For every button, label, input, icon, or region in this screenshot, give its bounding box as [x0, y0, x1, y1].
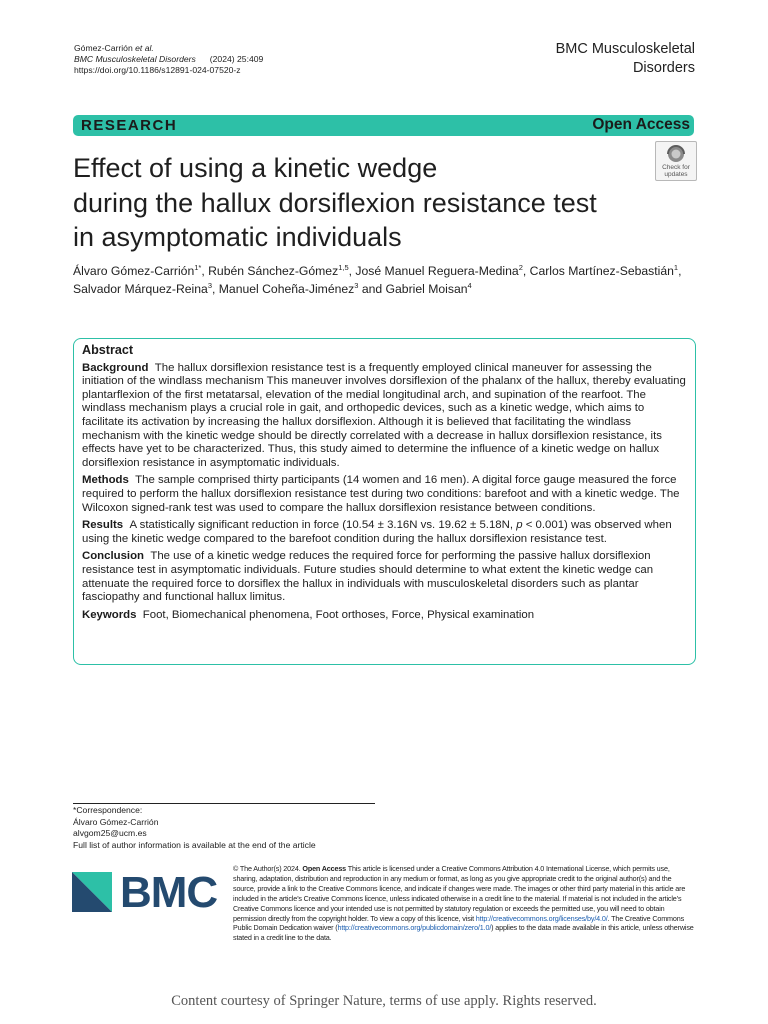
abstract-heading: Abstract	[82, 343, 134, 357]
keywords-text: Foot, Biomechanical phenomena, Foot orthoses, Force, Physical examination	[142, 608, 535, 621]
background-label: Background	[82, 361, 149, 374]
badge-text	[656, 164, 696, 178]
correspondence-note: Full list of author information is available at the end of the article	[73, 839, 316, 850]
title-line-3: in asymptomatic individuals	[73, 222, 402, 252]
results-text-a: A statistically significant reduction in force (10.54 ± 3.16N vs. 19.62 ± 5.18N,	[129, 519, 517, 532]
results-text-b: < 0.001) was observed when using the kinetic wedge compared to the barefoot condition during the hallux dorsiflexion resistance test.	[82, 519, 672, 545]
correspondence-divider	[73, 803, 375, 804]
author-affiliation: 1,5	[338, 262, 349, 272]
header-citation: (2024) 25:409	[209, 54, 264, 65]
abstract-box	[73, 338, 696, 665]
author-separator: and	[358, 282, 386, 296]
correspondence-name: Álvaro Gómez‑Carrión	[73, 816, 159, 827]
author-separator: ,	[211, 282, 219, 296]
author-affiliation: 1*	[194, 262, 202, 272]
author-name: Salvador Márquez‑Reina	[73, 282, 208, 296]
author-name: Manuel Coheña‑Jiménez	[218, 282, 355, 296]
author-name: Álvaro Gómez‑Carrión	[73, 264, 195, 278]
author-name: Rubén Sánchez‑Gómez	[208, 264, 339, 278]
license-text-a: This article is licensed under a Creative Commons Attribution 4.0 International License, which permits use, sharing, adaptation, distribution and reproduction in any medium or format, as long as you give appropriate credit to the original author(s) and the source, provide a link to the Creative Commons licence, and indicate if changes were made. The images or other third party material in this article are included in the article’s Creative Commons licence, unless indicated otherwise in a credit line to the material. If material is not included in the article’s Creative Commons licence and your intended use is not permitted by statutory regulation or exceeds the permitted use, you will need to obtain permission directly from the copyright holder. To view a copy of this licence, visit	[233, 864, 686, 923]
license-text	[233, 864, 695, 943]
license-link-cc-by[interactable]: http://creativecommons.org/licenses/by/4.0/	[475, 913, 608, 923]
header-author-line	[74, 43, 263, 54]
results-p: p	[516, 519, 523, 532]
abstract-methods	[82, 474, 688, 515]
title-line-2: during the hallux dorsiflexion resistance test	[73, 187, 597, 218]
license-text-c: ) applies to the data made available in this article, unless otherwise stated in a credit line to the data.	[233, 923, 694, 943]
methods-label: Methods	[82, 474, 129, 487]
running-header	[74, 43, 263, 77]
bmc-logo-text: BMC	[120, 868, 218, 917]
license-link-cc-zero[interactable]: http://creativecommons.org/publicdomain/zero/1.0/	[337, 923, 492, 933]
author-affiliation: 2	[518, 262, 523, 272]
abstract-background	[82, 362, 688, 471]
journal-name	[556, 40, 695, 78]
methods-text: The sample comprised thirty participants (14 women and 16 men). A digital force gauge measured the force required to perform the hallux dorsiflexion resistance test during two conditions: barefoot and with a kinetic wedge. The Wilcoxon signed-rank test was used to compare the hallux dorsiflexion resistance between conditions.	[82, 474, 680, 514]
badge-line-1: Check for	[662, 164, 690, 171]
article-title	[73, 151, 653, 255]
license-copyright: © The Author(s) 2024.	[233, 864, 303, 873]
correspondence-label: *Correspondence:	[73, 805, 143, 815]
check-for-updates-icon	[665, 145, 687, 163]
abstract-results	[82, 519, 688, 546]
bmc-logo-icon	[72, 872, 112, 912]
keywords-label: Keywords	[82, 608, 137, 621]
results-label: Results	[82, 519, 124, 532]
author-separator: ,	[348, 264, 356, 278]
article-type-bar	[73, 115, 694, 136]
article-type-label: RESEARCH	[81, 117, 178, 134]
correspondence-block	[73, 805, 316, 851]
author-name: José Manuel Reguera‑Medina	[355, 264, 519, 278]
abstract-keywords	[82, 609, 688, 623]
header-journal: BMC Musculoskeletal Disorders	[74, 54, 196, 65]
journal-name-line1: BMC Musculoskeletal	[555, 41, 695, 57]
author-affiliation: 4	[467, 280, 472, 290]
conclusion-text: The use of a kinetic wedge reduces the required force for performing the passive hallux dorsiflexion resistance test in asymptomatic individuals. Future studies should determine to what extent the kinetic wedge can attenuate the required force to dorsiflex the hallux in individuals with musculoskeletal disorders such as plantar fasciopathy and functional hallux limitus.	[82, 550, 654, 604]
header-citation-line	[74, 54, 263, 65]
correspondence-email[interactable]: alvgom25@ucm.es	[73, 828, 147, 839]
author-name: Gabriel Moisan	[385, 282, 468, 296]
author-affiliation: 3	[207, 280, 212, 290]
author-list	[73, 262, 698, 298]
header-et-al: et al.	[135, 43, 154, 53]
title-line-1: Effect of using a kinetic wedge	[73, 153, 438, 183]
author-affiliation: 1	[673, 262, 679, 272]
open-access-label: Open Access	[592, 116, 690, 133]
author-separator: ,	[678, 264, 682, 278]
header-doi[interactable]: https://doi.org/10.1186/s12891-024-07520-z	[74, 65, 241, 76]
conclusion-label: Conclusion	[82, 550, 145, 563]
license-text-b: . The Creative Commons Public Domain Dedication waiver (	[233, 913, 685, 933]
abstract-conclusion	[82, 550, 688, 604]
background-text: The hallux dorsiflexion resistance test is a frequently employed clinical maneuver for assessing the initiation of the windlass mechanism This maneuver involves dorsiflexion of the phalanx of the hallux, thereby evaluating plantarflexion of the first metatarsal, elevation of the medial longitudinal arch, and supination of the rearfoot. The windlass mechanism plays a crucial role in gait, and orthopedic devices, such as a kinetic wedge, which aims to facilitate its activation by increasing the hallux dorsiflexion. Although it is believed that facilitating the windlass mechanism with the kinetic wedge should be directly correlated with a decrease in hallux dorsiflexion resistance, its effects have yet to be characterized. Thus, this study aimed to determine the influence of a kinetic wedge on hallux dorsiflexion resistance in asymptomatic individuals.	[82, 361, 686, 469]
check-for-updates-badge[interactable]	[655, 141, 697, 181]
author-affiliation: 3	[354, 280, 359, 290]
content-courtesy-footer: Content courtesy of Springer Nature, terms of use apply. Rights reserved.	[171, 993, 597, 1009]
license-open-access: Open Access	[302, 864, 347, 873]
header-author: Gómez‑Carrión	[74, 43, 136, 53]
journal-name-line2: Disorders	[632, 60, 695, 76]
author-name: Carlos Martínez‑Sebastián	[529, 264, 674, 278]
author-separator: ,	[201, 264, 209, 278]
author-separator: ,	[522, 264, 530, 278]
badge-line-2: updates	[664, 171, 688, 178]
